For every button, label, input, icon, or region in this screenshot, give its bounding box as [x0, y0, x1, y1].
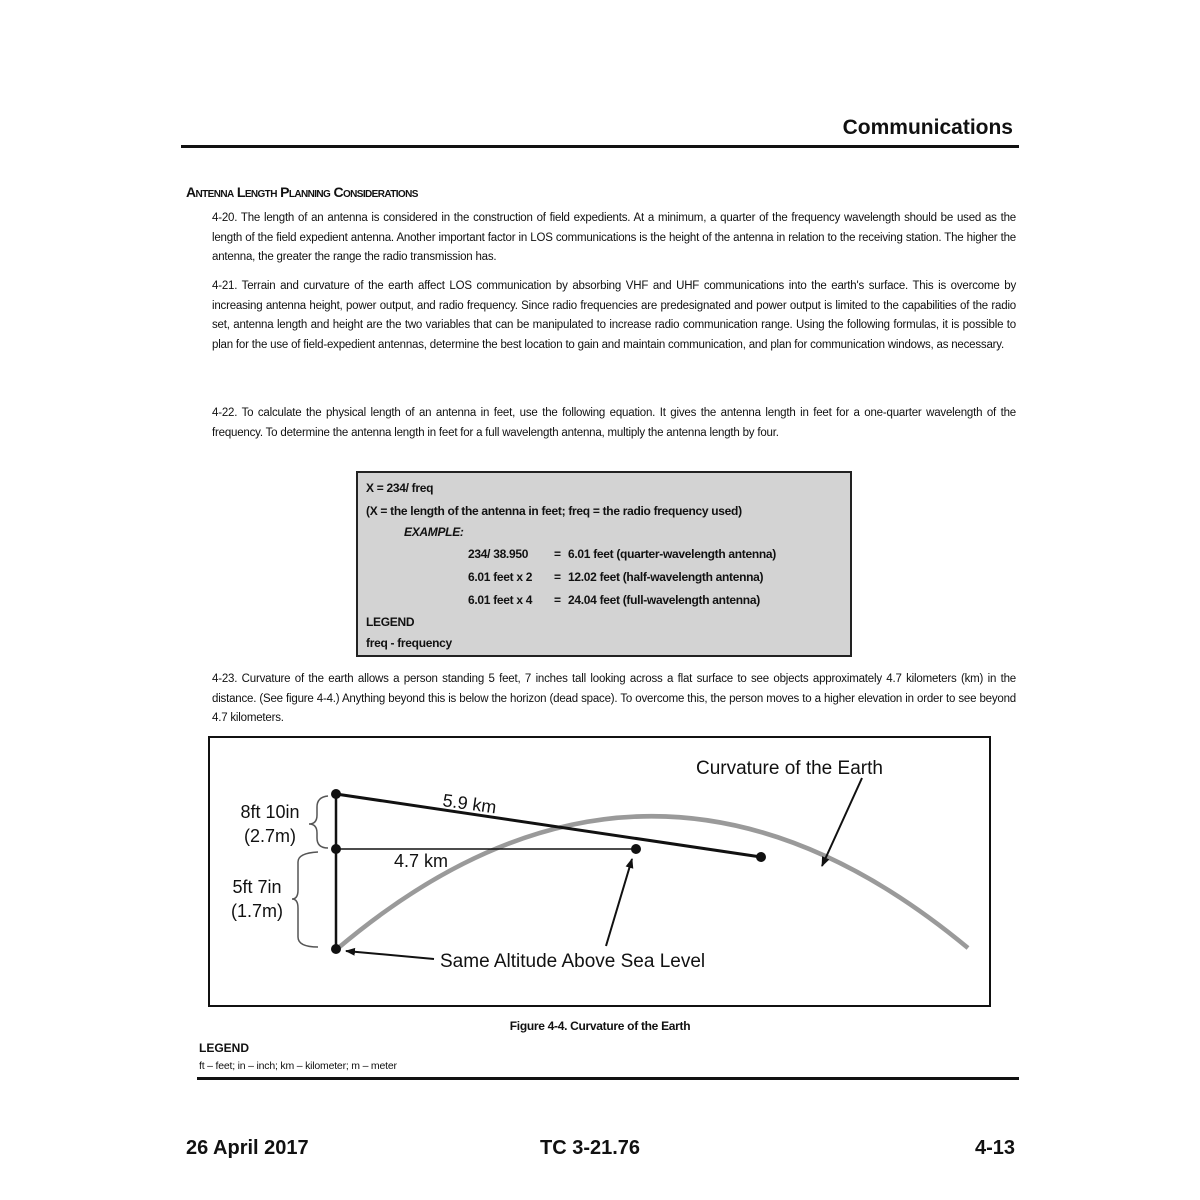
curvature-label: Curvature of the Earth — [696, 758, 883, 779]
figure-caption: Figure 4-4. Curvature of the Earth — [509, 1019, 691, 1033]
curvature-arrow — [822, 778, 862, 866]
legend-title: LEGEND — [199, 1041, 250, 1055]
example-row-2-equals: = — [554, 570, 561, 584]
footer-doc-id: TC 3-21.76 — [540, 1137, 641, 1159]
paragraph-4-20: 4-20. The length of an antenna is considered in the construction of field expedients. At a minimum, a quarter of the frequency wavelength should be used as the length of the field expedient antenna. Another important factor in LOS communications is the height of the antenna in relation to the receiving station. The higher the antenna, the greater the range the radio transmission has. — [212, 212, 1016, 264]
distance-5-9km-label: 5.9 km — [441, 790, 498, 818]
example-row-2-rhs: 12.02 feet (half-wavelength antenna) — [568, 570, 764, 584]
altitude-label: Same Altitude Above Sea Level — [440, 951, 706, 972]
example-label: EXAMPLE: — [404, 525, 464, 539]
example-row-3-equals: = — [554, 593, 561, 607]
paragraph-4-21: 4-21. Terrain and curvature of the earth affect LOS communication by absorbing VHF and UHF communications into the earth's surface. This is overcome by increasing antenna height, power output, and radio frequency. Since radio frequencies are predesignated and power output is limited to the capabilities of the radio set, antenna length and height are the two variables that can be manipulated to increase radio communication range. Using the following formulas, it is possible to plan for the use of field-expedient antennas, determine the best location to gain and maintain communication, and plan for communication windows, as necessary. — [212, 280, 1016, 352]
horizon-point-5-9km — [756, 852, 766, 862]
legend-text: ft – feet; in – inch; km – kilometer; m – meter — [199, 1060, 397, 1072]
example-row-3-rhs: 24.04 feet (full-wavelength antenna) — [568, 593, 760, 607]
example-row-1-equals: = — [554, 547, 561, 561]
section-title: Antenna Length Planning Considerations — [186, 184, 418, 200]
example-row-1-lhs: 234/ 38.950 — [468, 547, 529, 561]
example-row-2-lhs: 6.01 feet x 2 — [468, 570, 533, 584]
formula-legend-text: freq - frequency — [366, 636, 452, 650]
upper-height-bracket — [309, 796, 328, 848]
footer-rule — [197, 1077, 1019, 1080]
altitude-arrow — [346, 951, 434, 959]
lower-height-bracket — [292, 852, 318, 947]
lower-height-ft-label: 5ft 7in — [232, 877, 282, 897]
footer-date: 26 April 2017 — [186, 1137, 309, 1159]
upper-height-ft-label: 8ft 10in — [240, 802, 300, 822]
paragraph-4-23: 4-23. Curvature of the earth allows a person standing 5 feet, 7 inches tall looking across a flat surface to see objects approximately 4.7 kilometers (km) in the distance. (See figure 4-4.) Anything beyond this is below the horizon (dead space). To overcome this, the person moves to a higher elevation in order to see beyond 4.7 kilometers. — [212, 673, 1016, 725]
formula-definition: (X = the length of the antenna in feet; freq = the radio frequency used) — [366, 504, 742, 518]
footer-page-number: 4-13 — [974, 1137, 1015, 1159]
formula-text: X = 234/ freq — [366, 481, 434, 495]
example-row-3-lhs: 6.01 feet x 4 — [468, 593, 533, 607]
sight-line-5-9km — [336, 794, 761, 857]
formula-legend-label: LEGEND — [366, 615, 415, 629]
lower-observer-point — [331, 844, 341, 854]
horizon-arrow — [606, 859, 632, 946]
ground-point — [331, 944, 341, 954]
distance-4-7km-label: 4.7 km — [394, 851, 449, 871]
upper-observer-point — [331, 789, 341, 799]
example-row-1-rhs: 6.01 feet (quarter-wavelength antenna) — [568, 547, 776, 561]
upper-height-m-label: (2.7m) — [243, 826, 297, 846]
paragraph-4-22: 4-22. To calculate the physical length of an antenna in feet, use the following equation. It gives the antenna length in feet for a one-quarter wavelength of the frequency. To determine the antenna length in feet for a full wavelength antenna, multiply the antenna length by four. — [212, 407, 1016, 439]
horizon-point-4-7km — [631, 844, 641, 854]
earth-curve — [337, 816, 968, 949]
chapter-title: Communications — [842, 116, 1013, 139]
lower-height-m-label: (1.7m) — [230, 901, 284, 921]
